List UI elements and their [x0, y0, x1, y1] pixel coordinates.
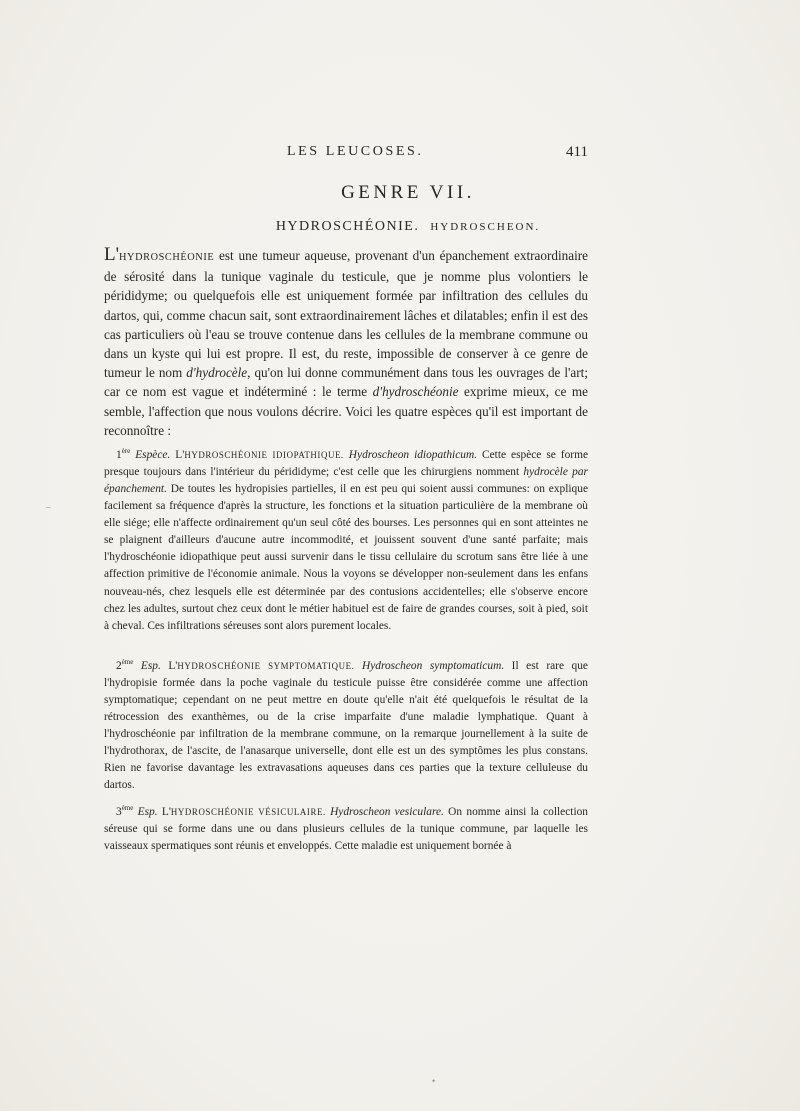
- species-paragraph-1: [104, 443, 588, 635]
- species-text-1: Cette espèce se forme presque toujours dans l'intérieur du pérididyme; c'est celle que les chirurgiens nomment: [104, 448, 588, 478]
- species-italic-term: hydrocèle par épanchement.: [104, 465, 588, 495]
- species-latin-name: Hydroscheon idiopathicum.: [343, 448, 478, 461]
- running-title: LES LEUCOSES.: [287, 144, 424, 159]
- species-label: Esp.: [133, 805, 158, 818]
- intro-text-3: exprime mieux, ce me semble, l'affection que nous voulons décrire. Voici les quatre espèces qu'il est important de reconnoître :: [104, 384, 588, 438]
- species-number: 3: [116, 805, 122, 818]
- species-text-1: On nomme ainsi la collection séreuse qui se forme dans une ou dans plusieurs cellules de la tunique commune, par laquelle les vaisseaux spermatiques sont réunis et enveloppés. Cette maladie est uniquement bornée à: [104, 805, 588, 852]
- species-latin-name: Hydroscheon symptomaticum.: [354, 659, 505, 672]
- intro-text-1: est une tumeur aqueuse, provenant d'un épanchement extraordinaire de sérosité dans la tunique vaginale du testicule, que je nomme plus volontiers le pérididyme; ou quelquefois elle est uniquement formée par infiltration des cellules du dartos, qui, comme chacun sait, sont extraordinairement lâches et dilatables; enfin il est des cas particuliers où l'eau se trouve contenue dans les cellules de la membrane commune ou dans un kyste qui lui est propre. Il est, du reste, impossible de conserver à ce genre de tumeur le nom: [104, 248, 588, 381]
- paper-speck: •: [432, 1076, 436, 1086]
- species-label: Espèce.: [130, 448, 171, 461]
- species-ordinal: ème: [121, 658, 134, 666]
- species-name: HYDROSCHÉONIE VÉSICULAIRE.: [170, 806, 326, 817]
- subtitle-latin: HYDROSCHEON.: [430, 221, 541, 233]
- intro-italic-hydrocele: d'hydrocèle: [186, 365, 248, 381]
- intro-paragraph: [104, 245, 588, 440]
- intro-lead-term: HYDROSCHÉONIE: [119, 252, 215, 263]
- drop-cap: L': [104, 244, 120, 265]
- running-head: [0, 144, 800, 166]
- intro-italic-hydroscheonie: d'hydroschéonie: [372, 384, 459, 400]
- species-name-prefix: L': [157, 805, 171, 818]
- intro-text-2: , qu'on lui donne communément dans tous les ouvrages de l'art; car ce nom est vague et indéterminé : le terme: [104, 365, 588, 400]
- species-number: 2: [116, 659, 122, 672]
- species-label: Esp.: [133, 659, 161, 672]
- species-paragraph-2: [104, 654, 588, 795]
- species-latin-name: Hydroscheon vesiculare.: [325, 805, 444, 818]
- species-text-2: De toutes les hydropisies partielles, il en est peu qui soient aussi communes: on explique facilement sa fréquence d'après la structure, les fonctions et la situation particulière de la membrane où elle siége; elle n'affecte ordinairement qu'un seul côté des bourses. Les personnes qui en sont atteintes ne se plaignent d'ailleurs d'aucune autre incommodité, et jouissent souvent d'une santé parfaite; mais l'hydroschéonie idiopathique peut aussi survenir dans le tissu cellulaire du scrotum sans être liée à une affection primitive de l'économie animale. Nous la voyons se développer non-seulement dans les enfans nouveau-nés, chez lesquels elle est déterminée par des contusions accidentelles; elle s'observe encore chez les adultes, surtout chez ceux dont le métier habituel est de faire de grandes courses, soit à pied, soit à cheval. Ces infiltrations séreuses sont alors purement locales.: [104, 482, 588, 632]
- species-name: HYDROSCHÉONIE SYMPTOMATIQUE.: [177, 660, 355, 671]
- species-name-prefix: L': [160, 659, 178, 672]
- genre-subtitle: [0, 219, 800, 235]
- subtitle-french: HYDROSCHÉONIE.: [275, 219, 420, 234]
- species-name-prefix: L': [170, 448, 185, 461]
- species-name: HYDROSCHÉONIE IDIOPATHIQUE.: [184, 449, 344, 460]
- species-paragraph-3: [104, 800, 588, 855]
- page-number: 411: [566, 144, 588, 160]
- genre-title: GENRE VII.: [341, 182, 475, 203]
- species-ordinal: ère: [121, 447, 131, 455]
- margin-speck: –: [46, 502, 51, 512]
- species-ordinal: ème: [121, 804, 134, 812]
- species-number: 1: [116, 448, 122, 461]
- species-text-1: Il est rare que l'hydropisie formée dans la poche vaginale du testicule puisse être considérée comme une affection symptomatique; cependant on ne peut mettre en doute qu'elle n'ait été quelquefois le résultat de la rétrocession des exanthèmes, ou de la crise imparfaite d'une maladie lymphatique. Quant à l'hydroschéonie par infiltration de la membrane commune, on la remarque journellement à la suite de l'hydrothorax, de l'ascite, de l'anasarque universelle, dont elle est un des symptômes les plus constans. Rien ne favorise davantage les extravasations aqueuses dans ces parties que la texture celluleuse du dartos.: [104, 659, 588, 792]
